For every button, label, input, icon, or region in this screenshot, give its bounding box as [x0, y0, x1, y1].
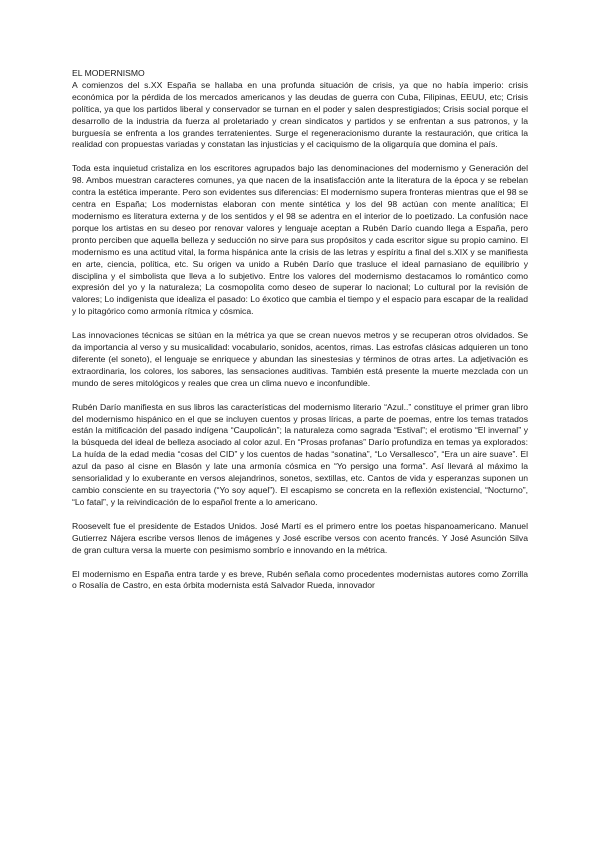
paragraph-espana: El modernismo en España entra tarde y es breve, Rubén señala como procedentes modernistas autores como Zorrilla o Rosalía de Castro, en esta órbita modernista está Salvador Rueda, innovador	[72, 568, 528, 591]
paragraph-hispanoamerica: Roosevelt fue el presidente de Estados Unidos. José Martí es el primero entre los poetas hispanoamericano. Manuel Gutierrez Nájera escribe versos llenos de imágenes y José escribe versos con acento francés. Y José Asunción Silva de gran cultura versa la muerte con pesimismo sombrío e innovando en la métrica.	[72, 520, 528, 555]
document-body	[72, 80, 528, 592]
paragraph-innovaciones: Las innovaciones técnicas se sitúan en la métrica ya que se crean nuevos metros y se recuperan otros olvidados. Se da importancia al verso y su musicalidad: vocabulario, sonidos, acentos, rimas. Las estrofas clásicas adquieren un tono diferente (el soneto), el lenguaje se enriquece y abundan las sinestesias y términos de otras artes. La adjetivación es extraordinaria, los colores, los sabores, las sensaciones auditivas. También está presente la muerte mezclada con un mundo de seres mitológicos y reales que crea un clima nuevo e inconfundible.	[72, 330, 528, 388]
document-title: EL MODERNISMO	[72, 68, 145, 78]
paragraph-modernismo-98: Toda esta inquietud cristaliza en los escritores agrupados bajo las denominaciones del modernismo y Generación del 98. Ambos muestran caracteres comunes, ya que nacen de la insatisfacción ante la literatura de la época y se rebelan contra la estética imperante. Pero son evidentes sus diferencias: El modernismo supera fronteras mientras que el 98 se centra en España; Los modernistas elaboran con mente sintética y los del 98 actúan con mente analítica; El modernismo es literatura externa y de los sentidos y el 98 se adentra en el interior de lo poetizado. La confusión nace porque los artistas en su deseo por renovar valores y lenguaje aceptan a Rubén Darío cuando llega a España, pero pronto perciben que aquella belleza y seducción no sirve para sus propósitos y cada escritor sigue su propio camino. El modernismo es una actitud vital, la forma hispánica ante la crisis de las letras y espíritu a final del s.XIX y se manifiesta en arte, ciencia, política, etc. Su origen va unido a Rubén Darío que trasluce el ideal parnasiano de equilibrio y disciplina y el simbolista que lleva a lo subjetivo. Entre los valores del modernismo destacamos lo romántico como expresión del yo y la naturaleza; La cosmopolita como deseo de superar lo nacional; Lo cultural por la revisión de valores; Lo indigenista que idealiza el pasado: Lo éxotico que cambia el tiempo y el espacio para escapar de la realidad y lo pitagórico como armonía rítmica y cósmica.	[72, 163, 528, 317]
document-page	[72, 68, 528, 592]
paragraph-ruben-dario: Rubén Darío manifiesta en sus libros las características del modernismo literario “Azul..” constituye el primer gran libro del modernismo hispánico en el que se incluyen cuentos y prosas líricas, a parte de poemas, entre los temas tratados están la mitificación del pasado indígena “Caupolicán”; la naturaleza como sagrada “Estival”; el erotismo “El invernal” y la búsqueda del ideal de belleza asociado al color azul. En “Prosas profanas” Darío profundiza en temas ya explorados: La huída de la edad media “cosas del CID” y los cuentos de hadas “sonatina”, “Lo Versallesco”, “Era un aire suave”. El azul da paso al cisne en Blasón y late una armonía cósmica en “Yo persigo una forma”. Así llevará al máximo la sensorialidad y lo exuberante en versos alejandrinos, sonetos, sextillas, etc. Cantos de vida y esperanzas suponen un cambio consciente en su trayectoria (“Yo soy aquel”). El escapismo se concreta en la reflexión existencial, “Nocturno”, “Lo fatal”, y la reivindicación de lo español frente a lo americano.	[72, 401, 528, 507]
paragraph-crisis: A comienzos del s.XX España se hallaba en una profunda situación de crisis, ya que no había imperio: crisis económica por la pérdida de los mercados americanos y las deudas de guerra con Cuba, Filipinas, EEUU, etc; Crisis política, ya que los partidos liberal y conservador se turnan en el poder y salen desprestigiados; Crisis social porque el desarrollo de la industria da fuerza al proletariado y crean sindicatos y partidos y se enfrentan a sus patronos, y la burguesía se enfrenta a los grandes terratenientes. Surge el regeneracionismo durante la restauración, que critica la realidad con propuestas variadas y constatan las injusticias y el caciquismo de la oligarquía que domina el país.	[72, 79, 528, 150]
